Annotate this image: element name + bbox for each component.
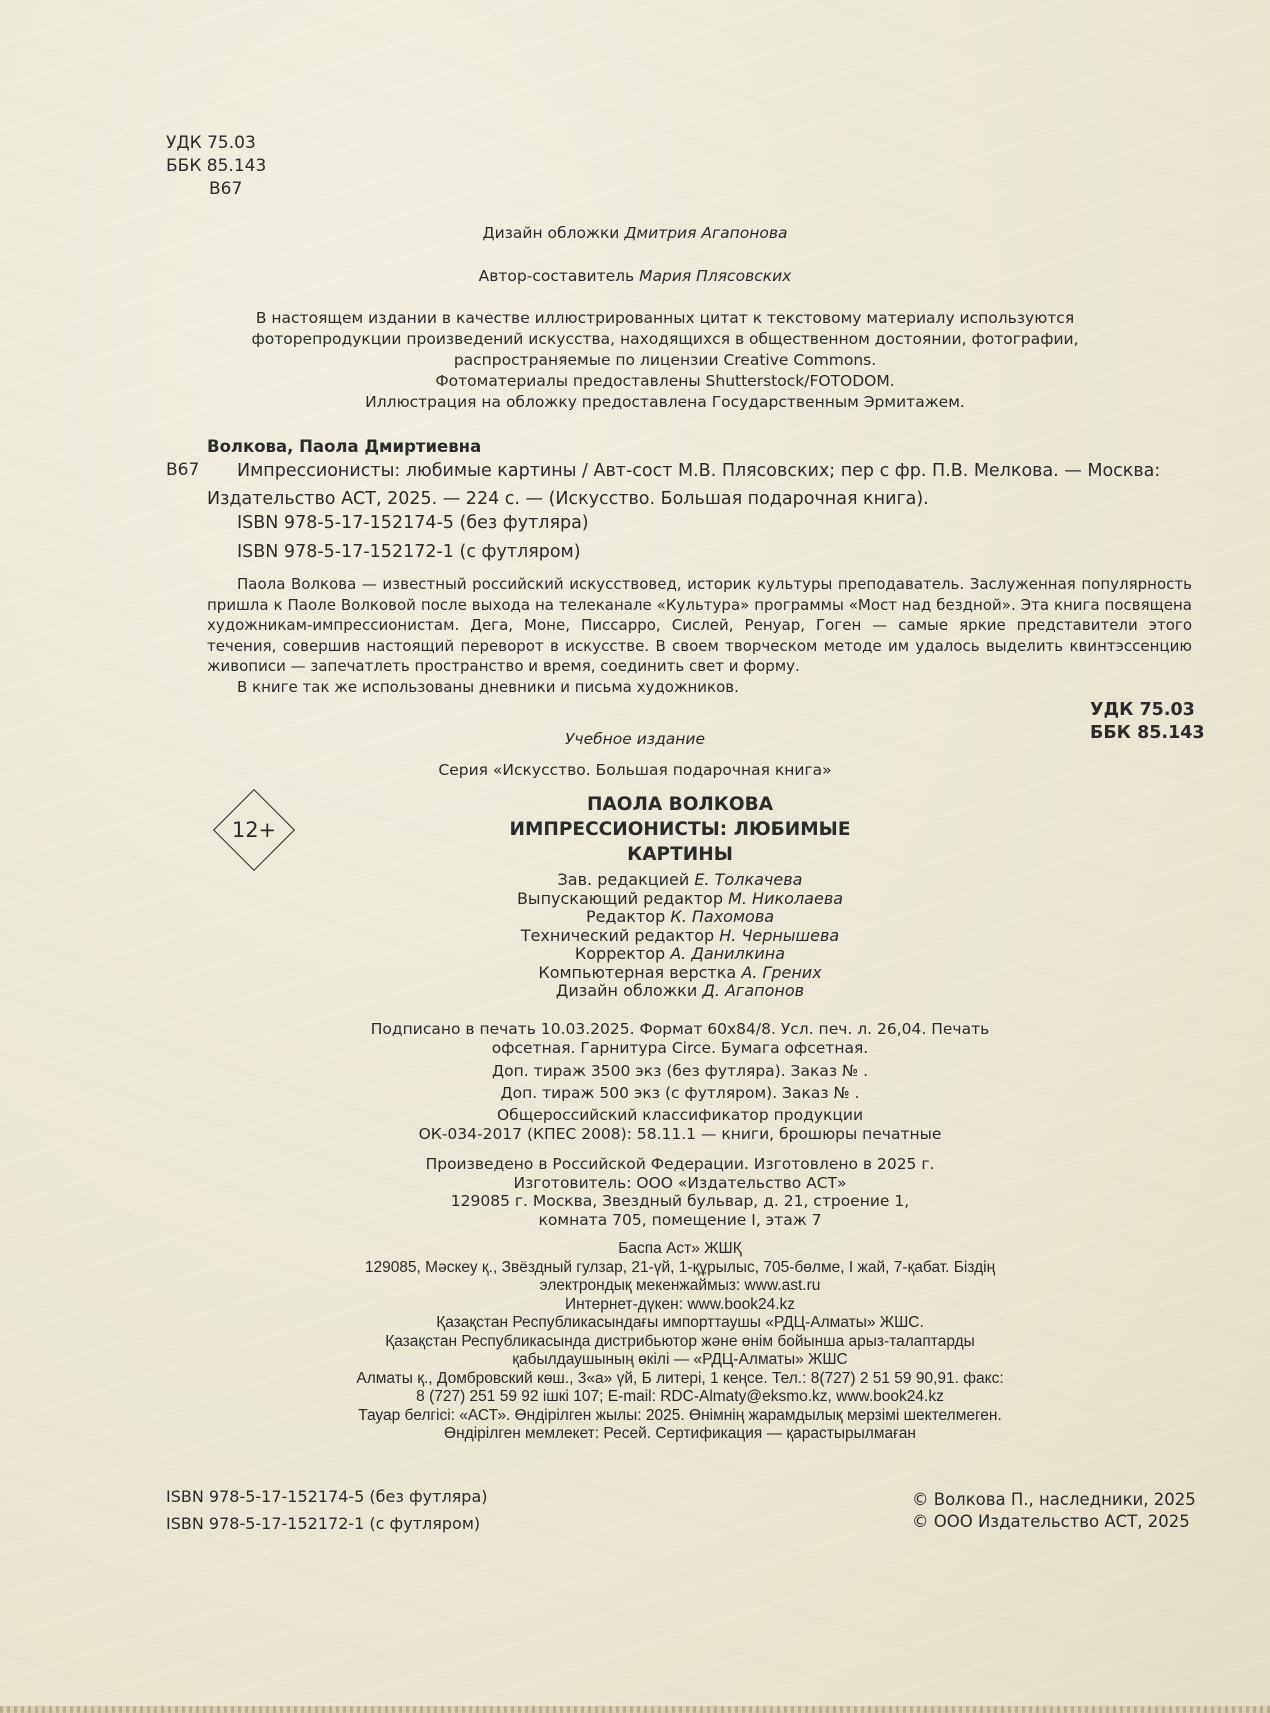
bib-code: В67 <box>166 460 200 480</box>
udk-block-top <box>166 132 266 201</box>
copyright-block <box>912 1489 1196 1533</box>
compiler-label: Автор-составитель <box>478 267 635 285</box>
isbn-line: ISBN 978-5-17-152172-1 (с футляром) <box>166 1514 481 1533</box>
notice-line: Фотоматериалы предоставлены Shutterstock/FOTODOM. <box>435 372 895 390</box>
compiler-credit <box>0 267 1270 285</box>
staff-item: Зав. редакцией Е. Толкачева <box>557 870 803 889</box>
isbn-line: ISBN 978-5-17-152174-5 (без футляра) <box>166 1487 488 1506</box>
bib-entry: Импрессионисты: любимые картины / Авт-сост М.В. Плясовских; пер с фр. П.В. Мелкова. — Москва: Издательство АСТ, 2025. — 224 с. — (Искусство. Большая подарочная книга). <box>207 461 1161 509</box>
udk-code: УДК 75.03 <box>166 133 256 153</box>
annotation <box>207 574 1192 697</box>
cover-design-credit <box>0 224 1270 242</box>
udk-code: УДК 75.03 <box>1090 700 1195 720</box>
print-signed: Подписано в печать 10.03.2025. Формат 60x84/8. Усл. печ. л. 26,04. Печать офсетная. Гарнитура Circe. Бумага офсетная. <box>370 1020 990 1057</box>
notice-line: распространяемые по лицензии Creative Commons. <box>453 351 877 369</box>
staff-list <box>400 871 960 1001</box>
bbk-code: ББК 85.143 <box>166 156 267 176</box>
cover-design-name: Дмитрия Агапонова <box>624 224 788 242</box>
title-line: ИМПРЕССИОНИСТЫ: ЛЮБИМЫЕ <box>509 819 851 840</box>
product-classifier: Общероссийский классификатор продукции ОК-034-2017 (КПЕС 2008): 58.11.1 — книги, брошюры печатные <box>418 1106 942 1143</box>
edition-type: Учебное издание <box>564 730 706 748</box>
notice-line: фоторепродукции произведений искусства, находящихся в общественном достоянии, фотографии, <box>251 330 1079 348</box>
age-rating-badge <box>218 794 290 866</box>
book-title <box>400 792 960 867</box>
isbn-block <box>166 1483 488 1537</box>
staff-item: Корректор А. Данилкина <box>574 944 786 963</box>
bib-author: Волкова, Паола Дмиртиевна <box>207 437 482 456</box>
staff-item: Компьютерная верстка А. Грених <box>538 962 822 982</box>
notice-line: Иллюстрация на обложку предоставлена Государственным Эрмитажем. <box>365 393 965 411</box>
print-run-1: Доп. тираж 3500 экз (без футляра). Заказ № . <box>492 1062 868 1080</box>
print-run-2: Доп. тираж 500 экз (с футляром). Заказ № . <box>500 1084 860 1102</box>
staff-item: Редактор К. Пахомова <box>585 907 775 926</box>
page-edge <box>0 1706 1270 1713</box>
staff-item: Дизайн обложки Д. Агапонов <box>555 981 805 1000</box>
bib-isbn-2: ISBN 978-5-17-152172-1 (с футляром) <box>237 542 581 562</box>
staff-item: Технический редактор Н. Чернышева <box>520 925 840 945</box>
notice-line: В настоящем издании в качестве иллюстрированных цитат к текстовому материалу используются <box>255 309 1075 327</box>
series-name: Серия «Искусство. Большая подарочная книга» <box>438 761 832 779</box>
copyright-line: © Волкова П., наследники, 2025 <box>912 1490 1196 1509</box>
image-notice <box>240 308 1090 413</box>
cover-design-label: Дизайн обложки <box>482 224 620 242</box>
compiler-name: Мария Плясовских <box>639 267 792 285</box>
annotation-paragraph: Паола Волкова — известный российский искусствовед, историк культуры преподаватель. Заслуженная популярность пришла к Паоле Волковой после выхода на телеканале «Культура» программы «Мост над бездной». Эта книга посвящена художникам-импрессионистам. Дега, Моне, Писсарро, Сислей, Ренуар, Гоген — самые яркие представители этого течения, совершив настоящий переворот в искусстве. В своем творческом методе им удалось выделить квинтэссенцию живописи — запечатлеть пространство и время, соединить свет и форму. <box>207 575 1192 675</box>
title-author: ПАОЛА ВОЛКОВА <box>586 794 774 815</box>
bib-isbn-1: ISBN 978-5-17-152174-5 (без футляра) <box>237 513 589 533</box>
age-rating-text: 12+ <box>231 818 277 842</box>
author-sign: В67 <box>209 179 243 199</box>
manufacturer-info: Произведено в Российской Федерации. Изготовлено в 2025 г. Изготовитель: ООО «Издательство АСТ» 129085 г. Москва, Звездный бульвар, д. 21, строение 1, комната 705, помещение I, этаж 7 <box>425 1155 935 1229</box>
annotation-paragraph: В книге так же использованы дневники и письма художников. <box>237 677 739 696</box>
staff-item: Выпускающий редактор М. Николаева <box>516 888 844 908</box>
title-line: КАРТИНЫ <box>627 844 733 865</box>
copyright-line: © ООО Издательство АСТ, 2025 <box>912 1512 1190 1531</box>
bbk-code: ББК 85.143 <box>1090 723 1205 743</box>
kazakh-info: Баспа Аст» ЖШҚ 129085, Мәскеу қ., Звёздный гулзар, 21-үй, 1-құрылыс, 705-бөлме, I жай, 7-қабат. Біздің электрондық мекенжаймыз: www.ast.ru Интернет-дүкен: www.book24.kz Қазақстан Республикасындағы импорттаушы «РДЦ-Алматы» ЖШС. Қазақстан Республикасында дистрибьютор және өнім бойынша арыз-талаптарды қабылдаушының өкілі — «РДЦ-Алматы» ЖШС Алматы қ., Домбровский көш., 3«а» үй, Б литері, 1 кеңсе. Тел.: 8(727) 2 51 59 90,91. факс: 8 (727) 251 59 92 ішкі 107; E-mail: RDC-Almaty@eksmo.kz, www.book24.kz Тауар белгісі: «АСТ». Өндірілген жылы: 2025. Өнімнің жарамдылық мерзімі шектелмеген. Өндірілген мемлекет: Ресей. Сертификация — қарастырылмаған <box>356 1240 1004 1442</box>
